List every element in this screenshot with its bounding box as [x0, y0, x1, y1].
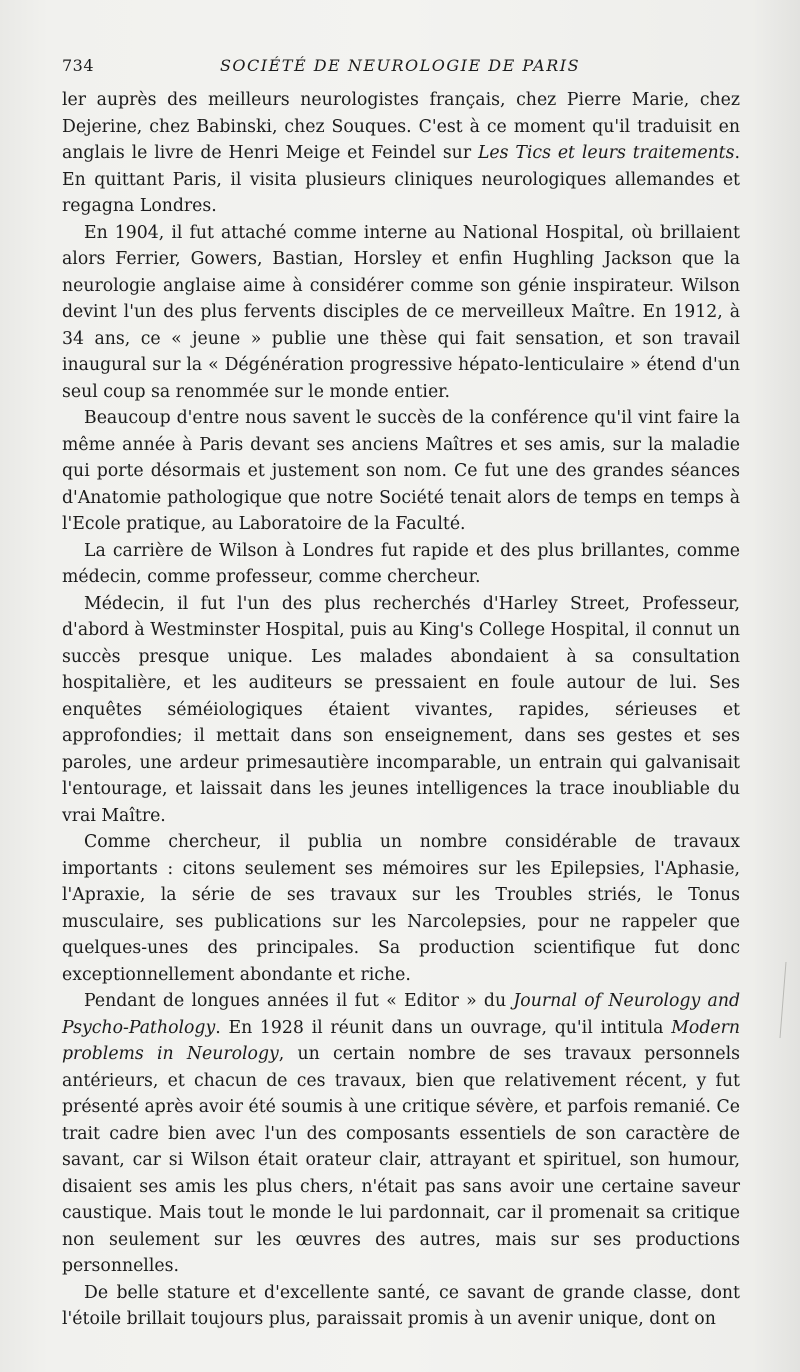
- text-run: . En quittant Paris, il visita plusieurs cliniques neurologiques allemandes et regagna Londres.: [62, 143, 740, 216]
- text-run: Beaucoup d'entre nous savent le succès de la conférence qu'il vint faire la même année à Paris devant ses anciens Maîtres et ses amis, sur la maladie qui porte désormais et justement son nom. Ce fut une des grandes séances d'Anatomie pathologique que notre Société tenait alors de temps en temps à l'Ecole pratique, au Laboratoire de la Faculté.: [62, 408, 740, 534]
- paragraph: [62, 405, 740, 538]
- running-title: SOCIÉTÉ DE NEUROLOGIE DE PARIS: [219, 56, 581, 75]
- text-run: Médecin, il fut l'un des plus recherchés d'Harley Street, Professeur, d'abord à Westminster Hospital, puis au King's College Hospital, il connut un succès presque unique. Les malades abondaient à sa consultation hospitalière, et les auditeurs se pressaient en foule autour de lui. Ses enquêtes séméiologiques étaient vivantes, rapides, sérieuses et approfondies; il mettait dans son enseignement, dans ses gestes et ses paroles, une ardeur primesautière incomparable, un entrain qui galvanisait l'entourage, et laissait dans les jeunes intelligences la trace inoubliable du vrai Maître.: [62, 593, 740, 826]
- italic-title: Modern problems in Neurology: [62, 1017, 740, 1064]
- text-run: Comme chercheur, il publia un nombre considérable de travaux importants : citons seulement ses mémoires sur les Epilepsies, l'Aphasie, l'Apraxie, la série de ses travaux sur les Troubles striés, le Tonus musculaire, ses publications sur les Narcolepsies, pour ne rappeler que quelques-unes des principales. Sa production scientifique fut donc exceptionnellement abondante et riche.: [62, 832, 740, 985]
- text-run: De belle stature et d'excellente santé, ce savant de grande classe, dont l'étoile brillait toujours plus, paraissait promis à un avenir unique, dont on: [62, 1282, 740, 1329]
- paragraph: [62, 591, 740, 830]
- margin-pencil-mark: [774, 960, 792, 1040]
- italic-title: Les Tics et leurs traitements: [477, 143, 735, 163]
- paragraph: [62, 829, 740, 988]
- text-run: , un certain nombre de ses travaux personnels antérieurs, et chacun de ces travaux, bien que relativement récent, y fut présenté après avoir été soumis à une critique sévère, et parfois remanié. Ce trait cadre bien avec l'un des composants essentiels de son caractère de savant, car si Wilson était orateur clair, attrayant et spirituel, son humour, disaient ses amis les plus chers, n'était pas sans avoir une certaine saveur caustique. Mais tout le monde le lui pardonnait, car il promenait sa critique non seulement sur les œuvres des autres, mais sur ses productions personnelles.: [62, 1044, 741, 1276]
- text-run: La carrière de Wilson à Londres fut rapide et des plus brillantes, comme médecin, comme professeur, comme chercheur.: [62, 540, 740, 587]
- body-text: [62, 87, 740, 1333]
- text-run: . En 1928 il réunit dans un ouvrage, qu'il intitula: [215, 1017, 672, 1038]
- paragraph: [62, 220, 740, 406]
- running-header: [62, 56, 738, 80]
- text-run: En 1904, il fut attaché comme interne au National Hospital, où brillaient alors Ferrier, Gowers, Bastian, Horsley et enfin Hughling Jackson que la neurologie anglaise aime à considérer comme son génie inspirateur. Wilson devint l'un des plus fervents disciples de ce merveilleux Maître. En 1912, à 34 ans, ce « jeune » publie une thèse qui fait sensation, et son travail inaugural sur la « Dégénération progressive hépato-lenticulaire » étend d'un seul coup sa renommée sur le monde entier.: [62, 222, 740, 402]
- page-number: 734: [62, 56, 95, 75]
- paragraph: [62, 988, 740, 1280]
- paragraph: [62, 1280, 740, 1333]
- text-run: Pendant de longues années il fut « Editor » du: [84, 991, 514, 1011]
- italic-title: Journal of Neurology and Psycho-Pathology: [62, 991, 741, 1038]
- paragraph: [62, 87, 740, 220]
- text-run: ler auprès des meilleurs neurologistes français, chez Pierre Marie, chez Dejerine, chez Babinski, chez Souques. C'est à ce moment qu'il traduisit en anglais le livre de Henri Meige et Feindel sur: [62, 90, 740, 163]
- paragraph: [62, 538, 740, 591]
